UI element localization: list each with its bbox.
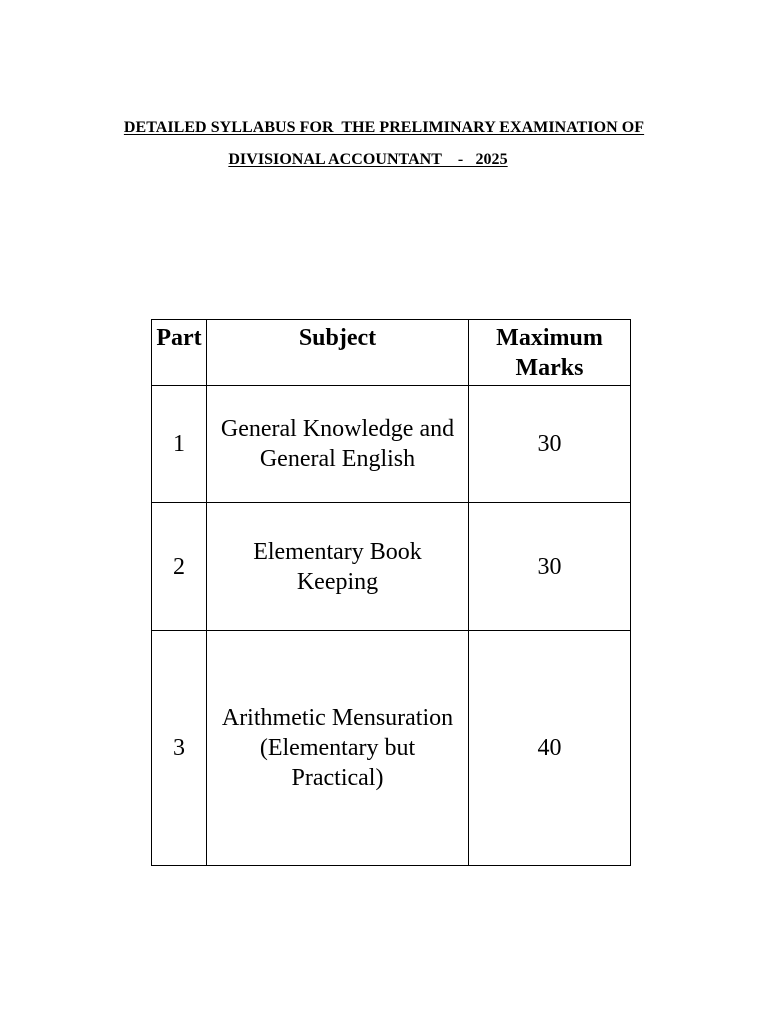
subject-text-line: General Knowledge and <box>220 416 455 442</box>
subject-text-line: Keeping <box>296 568 379 595</box>
table-row <box>152 503 631 631</box>
header-maximum-marks <box>469 320 631 386</box>
table-row <box>152 386 631 503</box>
header-part-label: Part <box>156 325 202 351</box>
syllabus-marks-table <box>151 319 631 866</box>
maximum-marks-value: 30 <box>537 553 562 580</box>
table-header-row <box>152 320 631 386</box>
part-number: 2 <box>173 553 185 580</box>
table-row <box>152 631 631 866</box>
header-subject <box>207 320 469 386</box>
subject-text-line: (Elementary but <box>259 735 416 761</box>
subject-text-line: Arithmetic Mensuration <box>221 705 454 731</box>
part-number-cell <box>152 386 207 503</box>
subject-cell <box>207 503 469 631</box>
subject-cell <box>207 631 469 866</box>
document-title-line-2: DIVISIONAL ACCOUNTANT - 2025 <box>228 151 508 168</box>
header-subject-label: Subject <box>298 325 377 351</box>
header-maximum-label: Maximum <box>496 325 603 351</box>
subject-text-line: General English <box>259 446 416 472</box>
part-number-cell <box>152 631 207 866</box>
subject-cell <box>207 386 469 503</box>
part-number: 3 <box>173 735 185 761</box>
subject-text-line: Practical) <box>291 765 384 791</box>
maximum-marks-cell <box>469 631 631 866</box>
maximum-marks-value: 40 <box>537 735 562 761</box>
header-marks-label: Marks <box>515 355 584 381</box>
maximum-marks-cell <box>469 503 631 631</box>
part-number: 1 <box>173 431 185 457</box>
header-part <box>152 320 207 386</box>
maximum-marks-cell <box>469 386 631 503</box>
maximum-marks-value: 30 <box>537 431 562 457</box>
subject-text-line: Elementary Book <box>253 538 422 565</box>
part-number-cell <box>152 503 207 631</box>
document-title-line-1: DETAILED SYLLABUS FOR THE PRELIMINARY EXAMINATION OF <box>123 119 645 136</box>
